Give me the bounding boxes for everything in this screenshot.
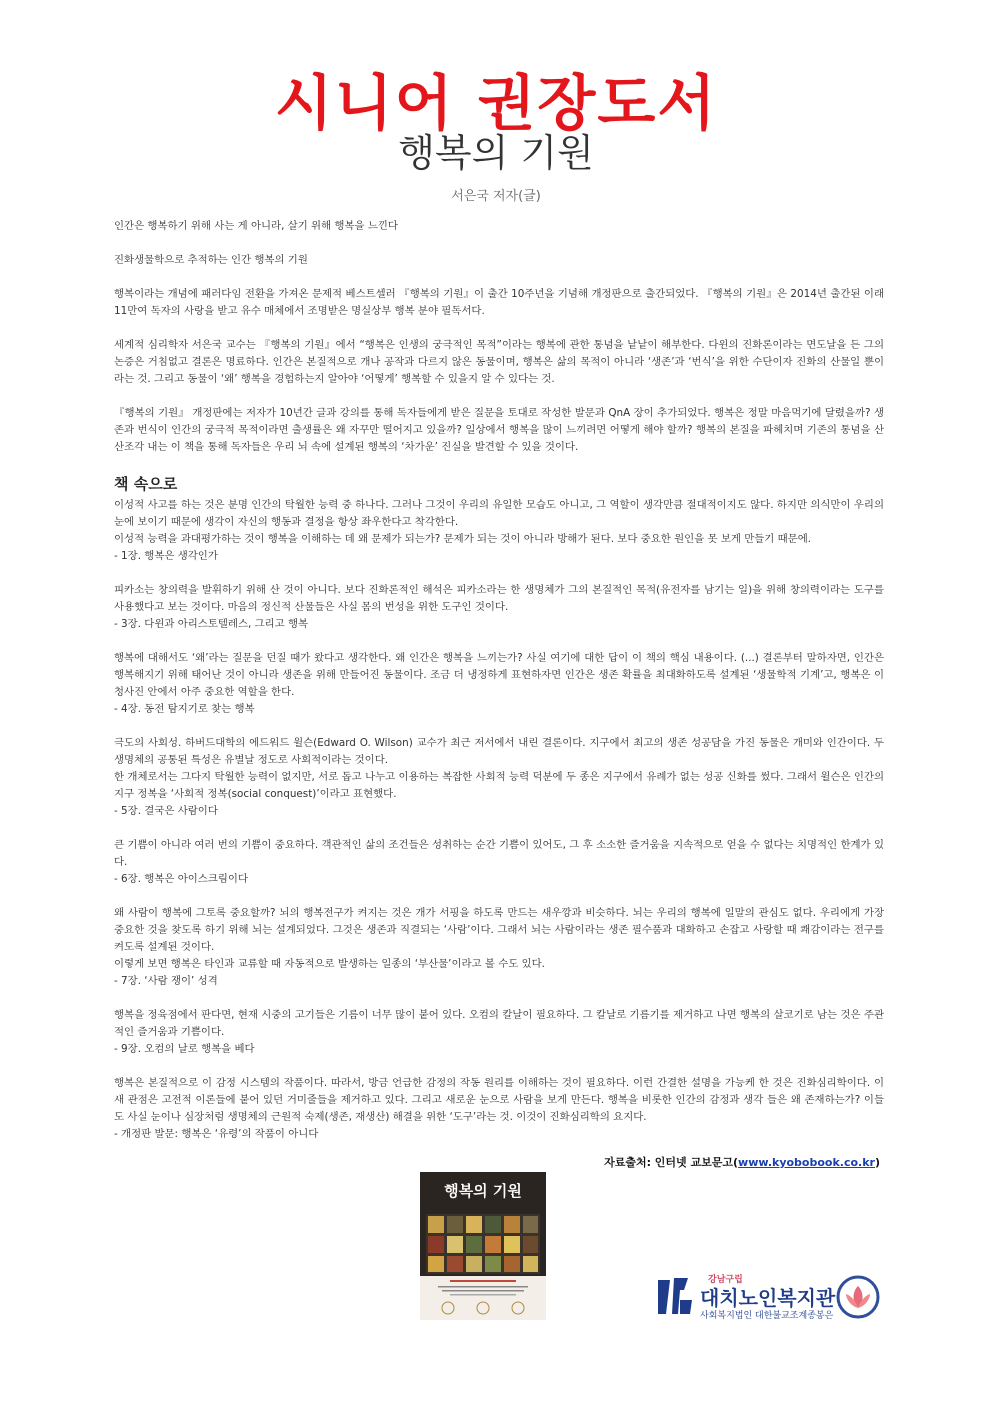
center-emblem-icon xyxy=(654,1274,694,1320)
excerpt-text: 행복은 본질적으로 이 감정 시스템의 작품이다. 따라서, 방금 언급한 감정의 작동 원리를 이해하는 것이 필요하다. 이런 간결한 설명을 가능케 한 것은 진화심리학이다. 이 새 관점은 고전적 이론들에 붙어 있던 거미줄들을 제거하고 있다. 그리고 새로운 눈으로 사람을 보게 만든다. 행복을 비롯한 인간의 감정과 생각 들은 왜 존재하는가? 이들도 사실 눈이나 심장처럼 생명체의 근원적 숙제(생존, 재생산) 해결을 위한 ‘도구’라는 것. 이것이 진화심리학의 요지다. xyxy=(114,1077,884,1123)
excerpt-text: 한 개체로서는 그다지 탁월한 능력이 없지만, 서로 돕고 나누고 이용하는 복잡한 사회적 능력 덕분에 두 종은 지구에서 유례가 없는 성공 신화를 썼다. 그래서 윌슨은 인간의 지구 정복을 ‘사회적 정복(social conquest)’이라고 표현했다. xyxy=(114,771,884,800)
intro-paragraph: 『행복의 기원』 개정판에는 저자가 10년간 글과 강의를 통해 독자들에게 받은 질문을 토대로 작성한 발문과 QnA 장이 추가되었다. 행복은 정말 마음먹기에 달렸을까? 생존과 번식이 인간의 궁극적 목적이라면 출생률은 왜 자꾸만 떨어지고 있을까? 일상에서 행복을 많이 느끼려면 어떻게 해야 할까? 행복의 본질을 파헤치며 기존의 통념을 산산조각 내는 이 책을 통해 독자들은 우리 뇌 속에 설계된 행복의 ‘차가운’ 진실을 발견할 수 있을 것이다. xyxy=(114,407,884,453)
source-suffix: ) xyxy=(874,1156,880,1169)
excerpt-text: 극도의 사회성. 하버드대학의 에드워드 윌슨(Edward O. Wilson) 교수가 최근 저서에서 내린 결론이다. 지구에서 최고의 생존 성공담을 가진 동물은 개미와 인간이다. 두 생명체의 공통된 특성은 유별날 정도로 사회적이라는 것이다. xyxy=(114,737,884,766)
excerpt-text: 이성적 사고를 하는 것은 분명 인간의 탁월한 능력 중 하나다. 그러나 그것이 우리의 유일한 모습도 아니고, 그 역할이 생각만큼 절대적이지도 않다. 하지만 의식만이 우리의 눈에 보이기 때문에 생각이 자신의 행동과 결정을 항상 좌우한다고 착각한다. xyxy=(114,499,884,528)
excerpt-chapter: - 개정판 발문: 행복은 ‘유령’의 작품이 아니다 xyxy=(114,1128,319,1140)
page-title: 시니어 권장도서 xyxy=(274,69,718,139)
source-credit xyxy=(604,1154,880,1170)
tagline: 인간은 행복하기 위해 사는 게 아니라, 살기 위해 행복을 느낀다 xyxy=(114,220,398,232)
cover-bottom-panel xyxy=(420,1276,546,1320)
excerpt-text: 왜 사람이 행복에 그토록 중요할까? 뇌의 행복전구가 켜지는 것은 개가 서핑을 하도록 만드는 새우깡과 비슷하다. 뇌는 우리의 행복에 일말의 관심도 없다. 우리에게 가장 중요한 것을 찾도록 하기 위해 뇌는 설계되었다. 그것은 생존과 직결되는 ‘사람’이다. 그래서 뇌는 사람이라는 생존 필수품과 대화하고 손잡고 사랑할 때 쾌감이라는 전구를 켜도록 설계된 것이다. xyxy=(114,907,884,953)
excerpt-chapter: - 3장. 다윈과 아리스토텔레스, 그리고 행복 xyxy=(114,618,309,630)
section-title: 책 속으로 xyxy=(114,475,178,493)
book-cover-image xyxy=(420,1172,546,1320)
logo-name: 대치노인복지관 xyxy=(700,1286,836,1310)
book-author: 서은국 저자(글) xyxy=(451,189,541,204)
lotus-icon xyxy=(834,1274,882,1320)
logo-district: 강남구립 xyxy=(708,1275,743,1285)
excerpt-text: 이성적 능력을 과대평가하는 것이 행복을 이해하는 데 왜 문제가 되는가? 문제가 되는 것이 아니라 방해가 된다. 보다 중요한 원인을 못 보게 만들기 때문에. xyxy=(114,533,812,545)
excerpt-chapter: - 4장. 동전 탐지기로 찾는 행복 xyxy=(114,703,255,715)
content-body xyxy=(114,218,884,1143)
cover-window-grid xyxy=(426,1214,540,1274)
excerpt-text: 행복을 정육점에서 판다면, 현재 시중의 고기들은 기름이 너무 많이 붙어 있다. 오컴의 칼날이 필요하다. 그 칼날로 기름기를 제거하고 나면 행복의 살코기로 남는 것은 주관적인 즐거움과 기쁨이다. xyxy=(114,1009,884,1038)
excerpt-chapter: - 6장. 행복은 아이스크림이다 xyxy=(114,873,248,885)
excerpt-chapter: - 1장. 행복은 생각인가 xyxy=(114,550,218,562)
cover-fine-print xyxy=(420,1276,546,1320)
source-link[interactable]: www.kyobobook.co.kr xyxy=(738,1156,875,1169)
cover-title: 행복의 기원 xyxy=(444,1182,522,1200)
excerpt-text: 이렇게 보면 행복은 타인과 교류할 때 자동적으로 발생하는 일종의 ‘부산물’이라고 볼 수도 있다. xyxy=(114,958,545,970)
intro-paragraph: 세계적 심리학자 서은국 교수는 『행복의 기원』에서 “행복은 인생의 궁극적인 목적”이라는 행복에 관한 통념을 낱낱이 해부한다. 다윈의 진화론이라는 면도날을 든 그의 논증은 거침없고 결론은 명료하다. 인간은 본질적으로 개나 공작과 다르지 않은 동물이며, 행복은 삶의 목적이 아니라 ‘생존’과 ‘번식’을 위한 수단이자 진화의 산물일 뿐이라는 것. 그리고 동물이 ‘왜’ 행복을 경험하는지 알아야 ‘어떻게’ 행복할 수 있을지 알 수 있다는 것. xyxy=(114,339,884,385)
excerpt-chapter: - 5장. 결국은 사람이다 xyxy=(114,805,218,817)
excerpt-text: 피카소는 창의력을 발휘하기 위해 산 것이 아니다. 보다 진화론적인 해석은 피카소라는 한 생명체가 그의 본질적인 목적(유전자를 남기는 일)을 위해 창의력이라는 도구를 사용했다고 보는 것이다. 마음의 정신적 산물들은 사실 몸의 번성을 위한 도구인 것이다. xyxy=(114,584,884,613)
book-title: 행복의 기원 xyxy=(398,131,594,175)
tagline-2: 진화생물학으로 추적하는 인간 행복의 기원 xyxy=(114,254,308,266)
excerpt-chapter: - 7장. ‘사람 쟁이’ 성격 xyxy=(114,975,218,987)
excerpt-chapter: - 9장. 오컴의 날로 행복을 베다 xyxy=(114,1043,255,1055)
source-prefix: 자료출처: 인터넷 교보문고( xyxy=(604,1156,739,1169)
welfare-center-logo xyxy=(654,1272,884,1322)
excerpt-text: 행복에 대해서도 ‘왜’라는 질문을 던질 때가 왔다고 생각한다. 왜 인간은 행복을 느끼는가? 사실 여기에 대한 답이 이 책의 핵심 내용이다. (...) 결론부터 말하자면, 인간은 행복해지기 위해 태어난 것이 아니라 생존을 위해 만들어진 동물이다. 조금 더 냉정하게 표현하자면 인간은 생존 확률을 최대화하도록 설계된 ‘생물학적 기계’고, 행복은 이 청사진 안에서 아주 중요한 역할을 한다. xyxy=(114,652,884,698)
intro-paragraph: 행복이라는 개념에 패러다임 전환을 가져온 문제적 베스트셀러 『행복의 기원』이 출간 10주년을 기념해 개정판으로 출간되었다. 『행복의 기원』은 2014년 출간된 이래 11만여 독자의 사랑을 받고 유수 매체에서 조명받은 명실상부 행복 분야 필독서다. xyxy=(114,288,884,317)
logo-operator: 사회복지법인 대한불교조계종봉은 xyxy=(700,1311,834,1321)
excerpt-text: 큰 기쁨이 아니라 여러 번의 기쁨이 중요하다. 객관적인 삶의 조건들은 성취하는 순간 기쁨이 있어도, 그 후 소소한 즐거움을 지속적으로 얻을 수 없다는 치명적인 한계가 있다. xyxy=(114,839,884,868)
